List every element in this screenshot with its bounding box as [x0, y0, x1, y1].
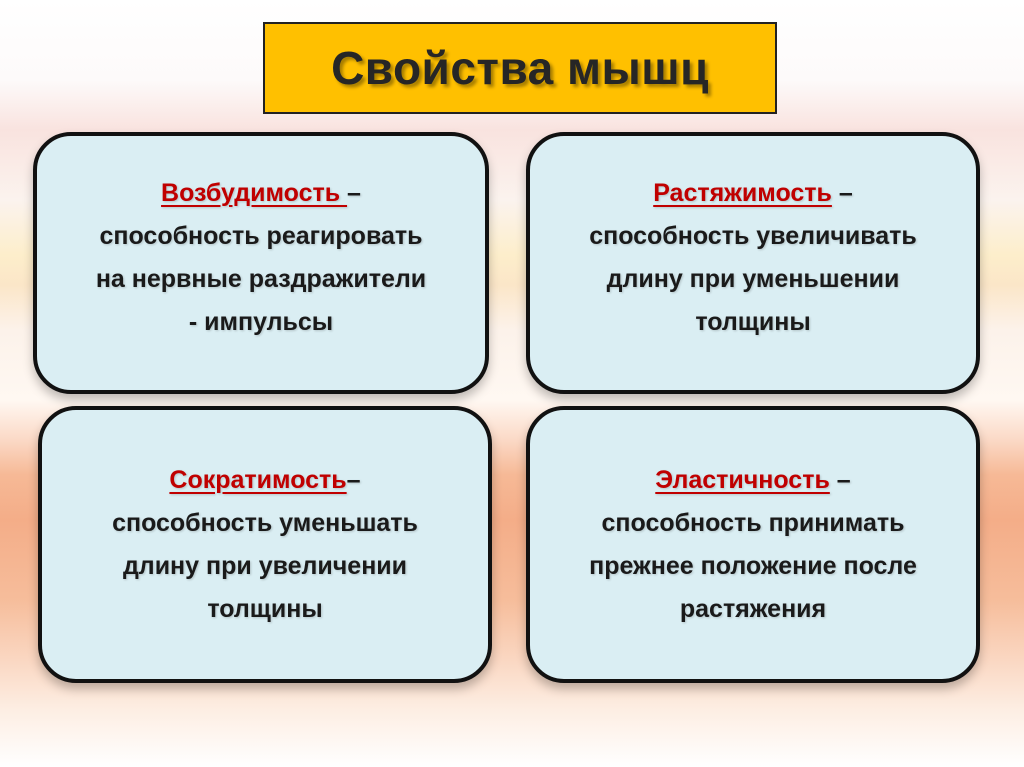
definition-line: на нервные раздражители: [95, 265, 427, 293]
term-dash: –: [829, 465, 851, 494]
card-text: [589, 172, 917, 344]
card-heading: [112, 459, 418, 502]
definition-line: длину при увеличении: [122, 551, 408, 580]
term-label: Растяжимость: [653, 179, 832, 207]
definition-line: способность уменьшать: [112, 508, 418, 537]
term-dash: –: [347, 179, 361, 207]
definition-line: прежнее положение после: [589, 551, 917, 580]
term-label: Возбудимость: [161, 179, 348, 207]
definition-line: способность принимать: [601, 508, 905, 537]
card-contractility: [38, 406, 492, 683]
definition-line: толщины: [695, 308, 811, 336]
card-heading: [589, 459, 917, 502]
term-label: Эластичность: [655, 465, 830, 494]
definition-line: растяжения: [679, 594, 827, 623]
definition-line: длину при уменьшении: [606, 265, 900, 293]
term-dash: –: [831, 179, 853, 207]
term-label: Сократимость: [169, 465, 347, 494]
page-title: Свойства мышц: [331, 42, 709, 94]
card-excitability: [33, 132, 489, 394]
card-elasticity: [526, 406, 980, 683]
definition-line: толщины: [207, 594, 323, 623]
card-text: [112, 459, 418, 631]
term-dash: –: [346, 465, 361, 494]
definition-line: способность увеличивать: [589, 222, 917, 250]
definition-line: способность реагировать: [99, 222, 423, 250]
card-text: [589, 459, 917, 631]
definition-line: - импульсы: [188, 308, 334, 336]
card-heading: [96, 172, 426, 215]
card-heading: [589, 172, 917, 215]
card-extensibility: [526, 132, 980, 394]
title-banner: [263, 22, 777, 114]
card-text: [96, 172, 426, 344]
